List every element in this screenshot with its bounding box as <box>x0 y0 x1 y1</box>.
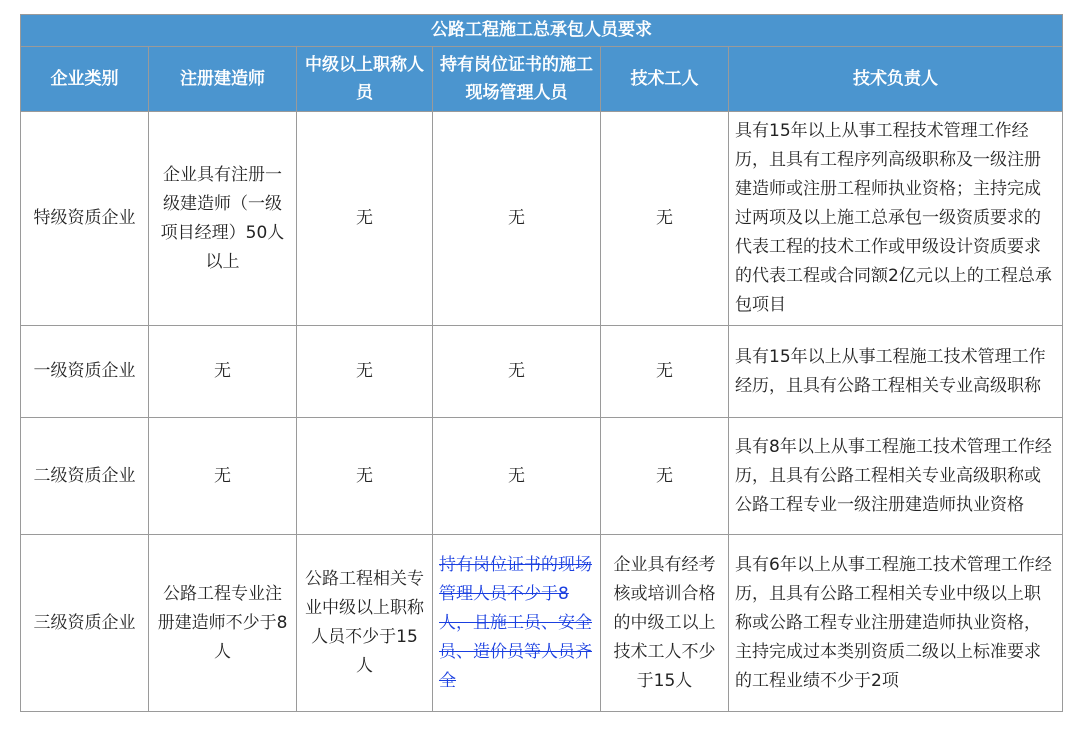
cell-technical-workers: 企业具有经考核或培训合格的中级工以上技术工人不少于15人 <box>601 535 729 712</box>
table-title-row <box>21 15 1063 47</box>
header-mid-title-staff: 中级以上职称人员 <box>297 47 433 112</box>
cell-technical-workers: 无 <box>601 112 729 326</box>
requirements-table-container <box>20 14 1062 712</box>
table-header-row <box>21 47 1063 112</box>
struck-through-text: 持有岗位证书的现场管理人员不少于8人，且施工员、安全员、造价员等人员齐全 <box>439 554 592 691</box>
cell-technical-lead: 具有15年以上从事工程施工技术管理工作经历，且具有公路工程相关专业高级职称 <box>729 326 1063 418</box>
cell-registered-builder: 无 <box>149 418 297 535</box>
cell-mid-title-staff: 无 <box>297 112 433 326</box>
header-site-managers: 持有岗位证书的施工现场管理人员 <box>433 47 601 112</box>
cell-site-managers <box>433 535 601 712</box>
table-title: 公路工程施工总承包人员要求 <box>21 15 1063 47</box>
cell-site-managers: 无 <box>433 418 601 535</box>
cell-technical-lead: 具有6年以上从事工程施工技术管理工作经历，且具有公路工程相关专业中级以上职称或公路工程专业注册建造师执业资格，主持完成过本类别资质二级以上标准要求的工程业绩不少于2项 <box>729 535 1063 712</box>
requirements-table <box>20 14 1063 712</box>
cell-category: 特级资质企业 <box>21 112 149 326</box>
cell-mid-title-staff: 无 <box>297 326 433 418</box>
cell-registered-builder: 无 <box>149 326 297 418</box>
table-row <box>21 112 1063 326</box>
cell-technical-workers: 无 <box>601 418 729 535</box>
cell-technical-workers: 无 <box>601 326 729 418</box>
table-row <box>21 418 1063 535</box>
cell-category: 二级资质企业 <box>21 418 149 535</box>
header-technical-workers: 技术工人 <box>601 47 729 112</box>
cell-registered-builder: 企业具有注册一级建造师（一级项目经理）50人以上 <box>149 112 297 326</box>
header-technical-lead: 技术负责人 <box>729 47 1063 112</box>
table-row <box>21 326 1063 418</box>
cell-category: 一级资质企业 <box>21 326 149 418</box>
table-row <box>21 535 1063 712</box>
cell-technical-lead: 具有15年以上从事工程技术管理工作经历，且具有工程序列高级职称及一级注册建造师或注册工程师执业资格；主持完成过两项及以上施工总承包一级资质要求的代表工程的技术工作或甲级设计资质要求的代表工程或合同额2亿元以上的工程总承包项目 <box>729 112 1063 326</box>
cell-registered-builder: 公路工程专业注册建造师不少于8人 <box>149 535 297 712</box>
header-category: 企业类别 <box>21 47 149 112</box>
cell-site-managers: 无 <box>433 112 601 326</box>
cell-category: 三级资质企业 <box>21 535 149 712</box>
cell-mid-title-staff: 公路工程相关专业中级以上职称人员不少于15人 <box>297 535 433 712</box>
cell-mid-title-staff: 无 <box>297 418 433 535</box>
cell-site-managers: 无 <box>433 326 601 418</box>
header-registered-builder: 注册建造师 <box>149 47 297 112</box>
cell-technical-lead: 具有8年以上从事工程施工技术管理工作经历，且具有公路工程相关专业高级职称或公路工程专业一级注册建造师执业资格 <box>729 418 1063 535</box>
